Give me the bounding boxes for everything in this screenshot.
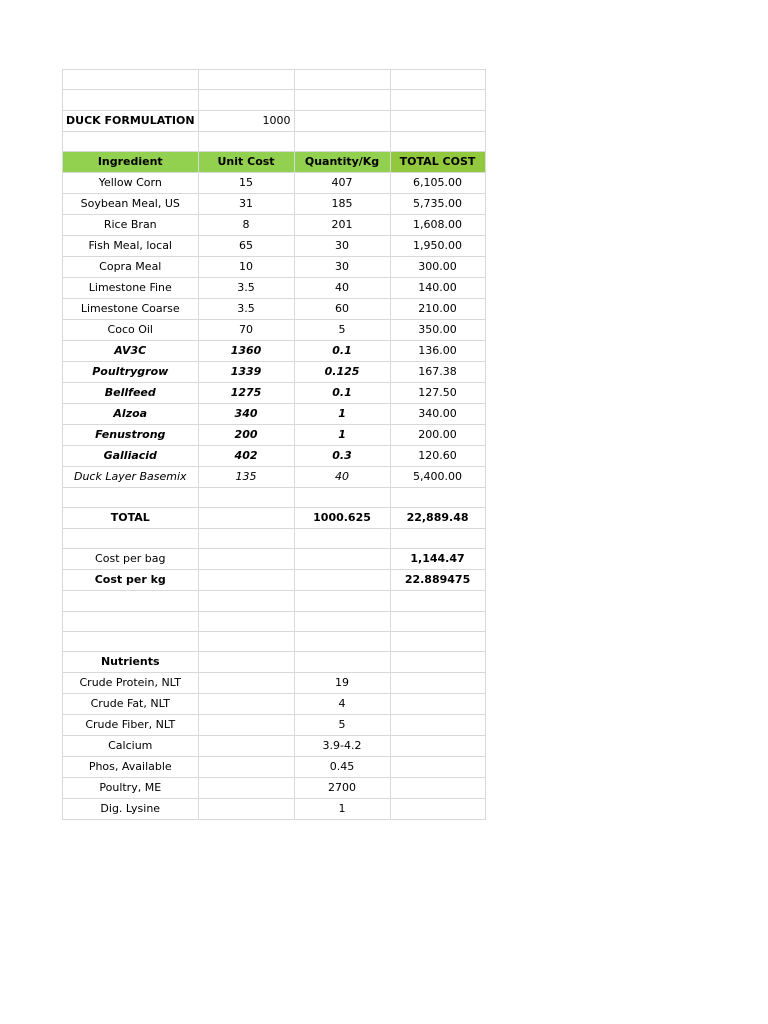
ingredient-quantity[interactable]: 40 (294, 277, 390, 298)
ingredient-name[interactable]: Alzoa (63, 403, 199, 424)
ingredient-total-cost[interactable]: 200.00 (390, 424, 485, 445)
empty-row (63, 131, 486, 151)
nutrients-header[interactable]: Nutrients (63, 652, 199, 673)
ingredient-unit-cost[interactable]: 10 (198, 256, 294, 277)
nutrient-value[interactable]: 19 (294, 673, 390, 694)
ingredient-total-cost[interactable]: 210.00 (390, 298, 485, 319)
ingredient-row (63, 172, 486, 193)
ingredient-name[interactable]: Galliacid (63, 445, 199, 466)
cell[interactable] (63, 591, 199, 611)
cost-per-kg-label[interactable]: Cost per kg (63, 570, 199, 591)
cell[interactable] (294, 90, 390, 110)
ingredient-row (63, 424, 486, 445)
nutrient-name[interactable]: Calcium (63, 736, 199, 757)
ingredient-quantity[interactable]: 0.1 (294, 340, 390, 361)
ingredient-total-cost[interactable]: 300.00 (390, 256, 485, 277)
cell[interactable] (390, 757, 485, 778)
header-unit-cost[interactable]: Unit Cost (198, 151, 294, 172)
ingredient-quantity[interactable]: 185 (294, 193, 390, 214)
cell[interactable] (294, 549, 390, 570)
ingredient-quantity[interactable]: 1 (294, 424, 390, 445)
ingredient-name[interactable]: Poultrygrow (63, 361, 199, 382)
cell[interactable] (198, 799, 294, 820)
cell[interactable] (198, 487, 294, 507)
ingredient-total-cost[interactable]: 127.50 (390, 382, 485, 403)
ingredient-row (63, 361, 486, 382)
ingredient-row (63, 214, 486, 235)
ingredient-total-cost[interactable]: 140.00 (390, 277, 485, 298)
nutrient-value[interactable]: 2700 (294, 778, 390, 799)
cost-per-kg-value[interactable]: 22.889475 (390, 570, 485, 591)
ingredient-row (63, 445, 486, 466)
header-row (63, 151, 486, 172)
ingredient-name[interactable]: Yellow Corn (63, 172, 199, 193)
cell[interactable] (198, 70, 294, 90)
cell[interactable] (294, 131, 390, 151)
header-total-cost[interactable]: TOTAL COST (390, 151, 485, 172)
ingredient-unit-cost[interactable]: 15 (198, 172, 294, 193)
ingredient-name[interactable]: Soybean Meal, US (63, 193, 199, 214)
cell[interactable] (390, 799, 485, 820)
ingredient-row (63, 298, 486, 319)
header-quantity[interactable]: Quantity/Kg (294, 151, 390, 172)
cell[interactable] (63, 611, 199, 631)
cell[interactable] (63, 487, 199, 507)
ingredient-total-cost[interactable]: 1,950.00 (390, 235, 485, 256)
cell[interactable] (390, 487, 485, 507)
ingredients-body (63, 172, 486, 487)
ingredient-quantity[interactable]: 0.125 (294, 361, 390, 382)
ingredient-unit-cost[interactable]: 70 (198, 319, 294, 340)
cell[interactable] (390, 652, 485, 673)
cell[interactable] (390, 694, 485, 715)
cell[interactable] (63, 529, 199, 549)
nutrient-name[interactable]: Poultry, ME (63, 778, 199, 799)
cell[interactable] (198, 570, 294, 591)
empty-row (63, 632, 486, 652)
nutrient-row (63, 736, 486, 757)
nutrient-value[interactable]: 5 (294, 715, 390, 736)
ingredient-total-cost[interactable]: 5,735.00 (390, 193, 485, 214)
cell[interactable] (198, 591, 294, 611)
ingredient-row (63, 193, 486, 214)
cell[interactable] (390, 736, 485, 757)
ingredient-total-cost[interactable]: 136.00 (390, 340, 485, 361)
ingredient-row (63, 235, 486, 256)
empty-row (63, 70, 486, 90)
cell[interactable] (294, 632, 390, 652)
ingredient-row (63, 403, 486, 424)
cell[interactable] (390, 778, 485, 799)
cell[interactable] (198, 611, 294, 631)
cell[interactable] (294, 570, 390, 591)
ingredient-row (63, 319, 486, 340)
cell[interactable] (390, 715, 485, 736)
ingredient-quantity[interactable]: 30 (294, 256, 390, 277)
nutrient-value[interactable]: 0.45 (294, 757, 390, 778)
sheet-body (63, 70, 486, 173)
ingredient-unit-cost[interactable]: 1360 (198, 340, 294, 361)
nutrient-row (63, 757, 486, 778)
ingredient-total-cost[interactable]: 6,105.00 (390, 172, 485, 193)
spreadsheet-table (62, 69, 486, 820)
ingredient-total-cost[interactable]: 5,400.00 (390, 466, 485, 487)
nutrient-name[interactable]: Crude Fat, NLT (63, 694, 199, 715)
nutrient-row (63, 694, 486, 715)
cell[interactable] (198, 757, 294, 778)
ingredient-unit-cost[interactable]: 200 (198, 424, 294, 445)
ingredient-quantity[interactable]: 0.1 (294, 382, 390, 403)
ingredient-unit-cost[interactable]: 340 (198, 403, 294, 424)
ingredient-name[interactable]: Copra Meal (63, 256, 199, 277)
ingredient-quantity[interactable]: 1 (294, 403, 390, 424)
cell[interactable] (390, 131, 485, 151)
cell[interactable] (198, 131, 294, 151)
cell[interactable] (390, 70, 485, 90)
cell[interactable] (198, 673, 294, 694)
cost-per-bag-value[interactable]: 1,144.47 (390, 549, 485, 570)
cell[interactable] (198, 694, 294, 715)
cell[interactable] (198, 778, 294, 799)
ingredient-total-cost[interactable]: 1,608.00 (390, 214, 485, 235)
ingredient-row (63, 340, 486, 361)
ingredient-quantity[interactable]: 5 (294, 319, 390, 340)
summary-body (63, 487, 486, 672)
ingredient-name[interactable]: Rice Bran (63, 214, 199, 235)
formulation-title[interactable]: DUCK FORMULATION (63, 110, 199, 131)
ingredient-total-cost[interactable]: 167.38 (390, 361, 485, 382)
nutrient-row (63, 778, 486, 799)
cell[interactable] (198, 652, 294, 673)
cell[interactable] (198, 90, 294, 110)
cell[interactable] (390, 611, 485, 631)
total-quantity[interactable]: 1000.625 (294, 508, 390, 529)
ingredient-quantity[interactable]: 60 (294, 298, 390, 319)
ingredient-quantity[interactable]: 40 (294, 466, 390, 487)
cell[interactable] (63, 70, 199, 90)
cell[interactable] (390, 529, 485, 549)
ingredient-name[interactable]: Limestone Fine (63, 277, 199, 298)
ingredient-row (63, 256, 486, 277)
nutrient-name[interactable]: Phos, Available (63, 757, 199, 778)
cell[interactable] (294, 652, 390, 673)
ingredient-unit-cost[interactable]: 3.5 (198, 298, 294, 319)
cell[interactable] (198, 736, 294, 757)
cell[interactable] (390, 110, 485, 131)
cell[interactable] (294, 591, 390, 611)
cell[interactable] (390, 591, 485, 611)
empty-row (63, 487, 486, 507)
cell[interactable] (63, 131, 199, 151)
nutrient-name[interactable]: Dig. Lysine (63, 799, 199, 820)
ingredient-total-cost[interactable]: 120.60 (390, 445, 485, 466)
cost-per-bag-label[interactable]: Cost per bag (63, 549, 199, 570)
cell[interactable] (198, 529, 294, 549)
cell[interactable] (294, 487, 390, 507)
ingredient-name[interactable]: Duck Layer Basemix (63, 466, 199, 487)
title-row (63, 110, 486, 131)
ingredient-unit-cost[interactable]: 135 (198, 466, 294, 487)
empty-row (63, 90, 486, 110)
nutrient-name[interactable]: Crude Fiber, NLT (63, 715, 199, 736)
ingredient-row (63, 277, 486, 298)
cell[interactable] (390, 673, 485, 694)
header-ingredient[interactable]: Ingredient (63, 151, 199, 172)
nutrient-name[interactable]: Crude Protein, NLT (63, 673, 199, 694)
cell[interactable] (63, 632, 199, 652)
cell[interactable] (390, 632, 485, 652)
total-label[interactable]: TOTAL (63, 508, 199, 529)
cell[interactable] (63, 90, 199, 110)
cell[interactable] (198, 508, 294, 529)
ingredient-quantity[interactable]: 201 (294, 214, 390, 235)
empty-row (63, 591, 486, 611)
nutrients-header-row (63, 652, 486, 673)
cell[interactable] (198, 632, 294, 652)
ingredient-quantity[interactable]: 407 (294, 172, 390, 193)
ingredient-total-cost[interactable]: 340.00 (390, 403, 485, 424)
ingredient-unit-cost[interactable]: 31 (198, 193, 294, 214)
nutrients-body (63, 673, 486, 820)
nutrient-row (63, 673, 486, 694)
ingredient-name[interactable]: AV3C (63, 340, 199, 361)
ingredient-unit-cost[interactable]: 3.5 (198, 277, 294, 298)
ingredient-name[interactable]: Fish Meal, local (63, 235, 199, 256)
cell[interactable] (198, 715, 294, 736)
ingredient-name[interactable]: Fenustrong (63, 424, 199, 445)
ingredient-quantity[interactable]: 30 (294, 235, 390, 256)
cost-per-kg-row (63, 570, 486, 591)
ingredient-unit-cost[interactable]: 1339 (198, 361, 294, 382)
batch-size[interactable]: 1000 (198, 110, 294, 131)
ingredient-name[interactable]: Coco Oil (63, 319, 199, 340)
cell[interactable] (294, 70, 390, 90)
cell[interactable] (294, 529, 390, 549)
nutrient-value[interactable]: 3.9-4.2 (294, 736, 390, 757)
empty-row (63, 611, 486, 631)
ingredient-total-cost[interactable]: 350.00 (390, 319, 485, 340)
ingredient-row (63, 466, 486, 487)
nutrient-value[interactable]: 1 (294, 799, 390, 820)
nutrient-row (63, 799, 486, 820)
nutrient-value[interactable]: 4 (294, 694, 390, 715)
ingredient-name[interactable]: Bellfeed (63, 382, 199, 403)
cell[interactable] (390, 90, 485, 110)
ingredient-unit-cost[interactable]: 65 (198, 235, 294, 256)
cost-per-bag-row (63, 549, 486, 570)
nutrient-row (63, 715, 486, 736)
ingredient-unit-cost[interactable]: 402 (198, 445, 294, 466)
total-cost[interactable]: 22,889.48 (390, 508, 485, 529)
ingredient-unit-cost[interactable]: 8 (198, 214, 294, 235)
cell[interactable] (294, 611, 390, 631)
cell[interactable] (294, 110, 390, 131)
ingredient-quantity[interactable]: 0.3 (294, 445, 390, 466)
ingredient-row (63, 382, 486, 403)
empty-row (63, 529, 486, 549)
cell[interactable] (198, 549, 294, 570)
ingredient-name[interactable]: Limestone Coarse (63, 298, 199, 319)
ingredient-unit-cost[interactable]: 1275 (198, 382, 294, 403)
total-row (63, 508, 486, 529)
